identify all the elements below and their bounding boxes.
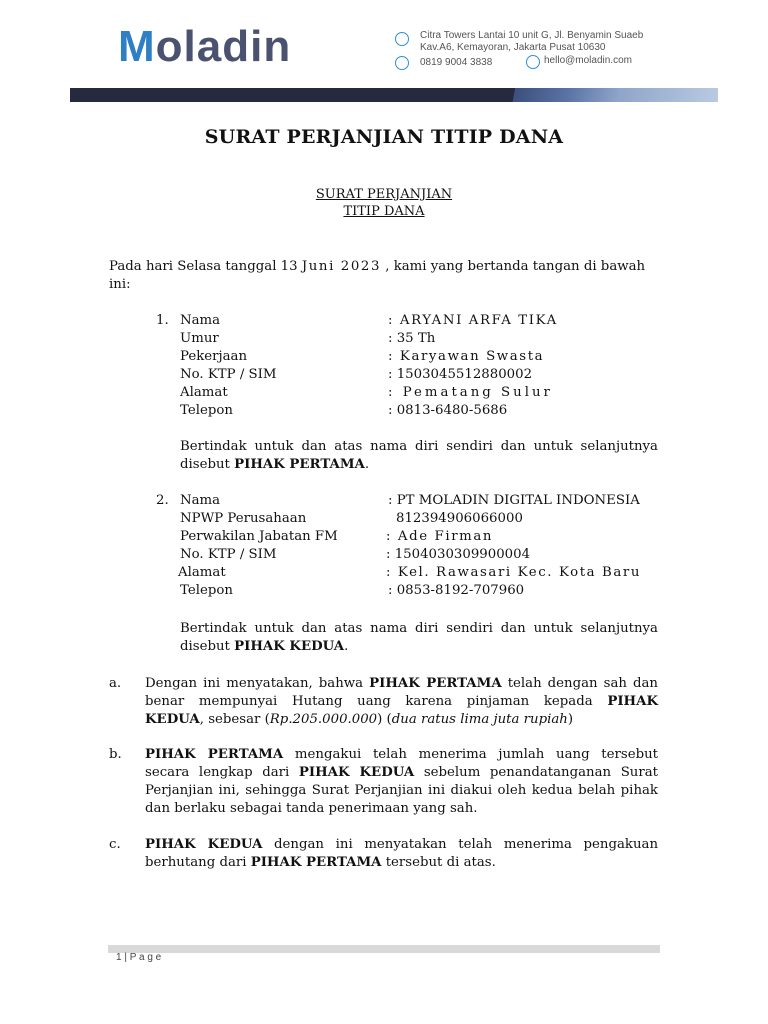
party2-values: : PT MOLADIN DIGITAL INDONESIA 812394906066000 : Ade Firman : 1504030309900004 : Kel. Rawasari Kec. Kota Baru : 0853-8192-707960 — [386, 493, 642, 598]
document-title: SURAT PERJANJIAN TITIP DANA — [204, 126, 564, 148]
clause-b-text: PIHAK PERTAMA mengakui telah menerima jumlah uang tersebut secara lengkap dari PIHAK KEDUA sebelum penandatanganan Surat Perjanjian ini, sehingga Surat Perjanjian ini diakui oleh kedua belah pihak dan berlaku sebagai tanda penerimaan yang sah. — [145, 747, 658, 816]
whatsapp-icon — [395, 56, 409, 70]
subtitle-line-2: TITIP DANA — [343, 204, 425, 219]
party1-number: 1. — [156, 313, 169, 328]
clause-b-marker: b. — [109, 747, 122, 762]
page-number: 1 | P a g e — [116, 952, 162, 963]
header-band-gradient — [470, 88, 718, 102]
party2-labels: Nama NPWP Perusahaan Perwakilan Jabatan FM No. KTP / SIM Alamat Telepon — [178, 493, 338, 598]
subtitle-line-1: SURAT PERJANJIAN — [315, 187, 453, 202]
company-email: hello@moladin.com — [544, 55, 632, 66]
party1-labels: Nama Umur Pekerjaan No. KTP / SIM Alamat Telepon — [180, 313, 277, 418]
party1-statement: Bertindak untuk dan atas nama diri sendiri dan untuk selanjutnya disebut PIHAK PERTAMA. — [180, 439, 658, 472]
clause-a-text: Dengan ini menyatakan, bahwa PIHAK PERTAMA telah dengan sah dan benar mempunyai Hutang uang karena pinjaman kepada PIHAK KEDUA, sebesar (Rp.205.000.000) (dua ratus lima juta rupiah) — [145, 676, 658, 727]
clause-c-marker: c. — [109, 837, 121, 852]
footer-bar — [108, 945, 660, 953]
party2-statement: Bertindak untuk dan atas nama diri sendiri dan untuk selanjutnya disebut PIHAK KEDUA. — [180, 621, 658, 654]
intro-paragraph: Pada hari Selasa tanggal 13 Juni 2023 , kami yang bertanda tangan di bawah ini: — [109, 259, 646, 292]
company-phone: 0819 9004 3838 — [420, 57, 493, 68]
company-logo: Moladin — [118, 22, 292, 71]
party2-number: 2. — [156, 493, 169, 508]
clause-c-text: PIHAK KEDUA dengan ini menyatakan telah menerima pengakuan berhutang dari PIHAK PERTAMA tersebut di atas. — [145, 837, 659, 870]
email-icon — [526, 55, 540, 69]
party1-values: : ARYANI ARFA TIKA : 35 Th : Karyawan Swasta : 1503045512880002 : Pematang Sulur : 0813-6480-5686 — [388, 313, 558, 418]
location-icon — [395, 32, 409, 46]
clause-a-marker: a. — [109, 676, 122, 691]
company-address: Citra Towers Lantai 10 unit G, Jl. Benyamin Suaeb Kav.A6, Kemayoran, Jakarta Pusat 10630 — [420, 30, 644, 53]
